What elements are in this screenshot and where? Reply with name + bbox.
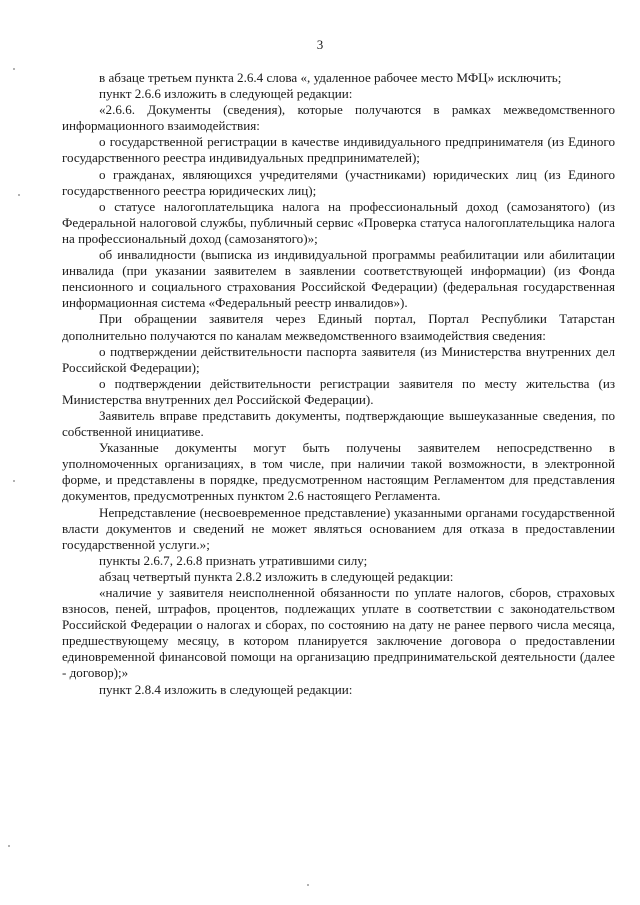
- scan-speck: [8, 845, 10, 847]
- paragraph-11: Заявитель вправе представить документы, подтверждающие вышеуказанные сведения, по собственной инициативе.: [62, 407, 615, 440]
- paragraph-15: абзац четвертый пункта 2.8.2 изложить в следующей редакции:: [99, 568, 454, 584]
- paragraph-3: «2.6.6. Документы (сведения), которые получаются в рамках межведомственного информационного взаимодействия:: [62, 102, 615, 134]
- scan-speck: [307, 884, 309, 886]
- paragraph-14: пункты 2.6.7, 2.6.8 признать утратившими силу;: [99, 552, 368, 568]
- paragraph-13: Непредставление (несвоевременное представление) указанными органами государственной власти документов и сведений не может являться основанием для отказа в предоставлении государственной услуги.»;: [62, 504, 615, 552]
- paragraph-12: Указанные документы могут быть получены заявителем непосредственно в уполномоченных организациях, в том числе, при наличии такой возможности, в электронной форме, и представлены в порядке, предусмотренном настоящим Регламентом для представления документов, предусмотренных пунктом 2.6 настоящего Регламента.: [62, 440, 615, 504]
- paragraph-7: об инвалидности (выписка из индивидуальной программы реабилитации или абилитации инвалида (при указании заявителем в заявлении соответствующей информации) (из Фонда пенсионного и социального страхования Российской Федерации) (федеральная государственная информационная система «Федеральный реестр инвалидов»).: [62, 247, 615, 311]
- paragraph-2: пункт 2.6.6 изложить в следующей редакции:: [99, 86, 353, 102]
- paragraph-1: в абзаце третьем пункта 2.6.4 слова «, удаленное рабочее место МФЦ» исключить;: [99, 70, 562, 85]
- paragraph-4: о государственной регистрации в качестве индивидуального предпринимателя (из Единого государственного реестра индивидуальных предпринимателей);: [62, 134, 615, 166]
- paragraph-10: о подтверждении действительности регистрации заявителя по месту жительства (из Министерства внутренних дел Российской Федерации).: [62, 375, 615, 407]
- scan-speck: [13, 480, 15, 482]
- paragraph-8: При обращении заявителя через Единый портал, Портал Республики Татарстан дополнительно получаются по каналам межведомственного взаимодействия сведения:: [62, 311, 615, 343]
- paragraph-17: пункт 2.8.4 изложить в следующей редакции:: [99, 681, 353, 697]
- paragraph-5: о гражданах, являющихся учредителями (участниками) юридических лиц (из Единого государственного реестра юридических лиц);: [62, 166, 615, 198]
- document-body: [62, 70, 615, 698]
- page-number: 3: [316, 37, 324, 52]
- paragraph-9: о подтверждении действительности паспорта заявителя (из Министерства внутренних дел Российской Федерации);: [62, 343, 615, 375]
- paragraph-6: о статусе налогоплательщика налога на профессиональный доход (самозанятого) (из Федеральной налоговой службы, публичный сервис «Проверка статуса налогоплательщика налога на профессиональный доход (самозанятого)»;: [62, 198, 615, 246]
- scan-speck: [18, 194, 20, 196]
- paragraph-16: «наличие у заявителя неисполненной обязанности по уплате налогов, сборов, страховых взносов, пеней, штрафов, процентов, подлежащих уплате в соответствии с законодательством Российской Федерации о налогах и сборах, по состоянию на дату не ранее первого числа месяца, предшествующему месяцу, в котором планируется заключение договора о предоставлении единовременной финансовой помощи на организацию предпринимательской деятельности (далее - договор);»: [62, 585, 615, 681]
- scan-speck: [13, 68, 15, 70]
